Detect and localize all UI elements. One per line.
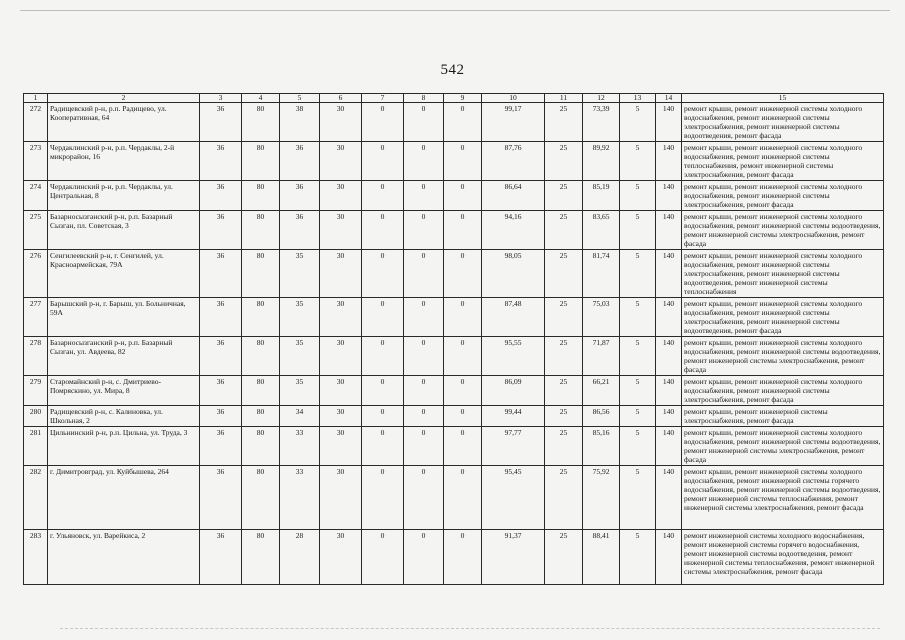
column-number-11: 11 (545, 94, 583, 103)
page-number: 542 (440, 62, 465, 78)
col9-cell: 0 (444, 181, 482, 211)
col7-cell: 0 (362, 376, 404, 406)
row-number: 275 (24, 211, 48, 250)
col10-cell: 86,09 (482, 376, 545, 406)
col5-cell: 28 (280, 530, 320, 585)
col3-cell: 36 (200, 142, 242, 181)
col6-cell: 30 (320, 466, 362, 530)
col7-cell: 0 (362, 211, 404, 250)
col3-cell: 36 (200, 250, 242, 298)
col5-cell: 35 (280, 376, 320, 406)
column-number-row (24, 94, 884, 103)
col9-cell: 0 (444, 376, 482, 406)
col4-cell: 80 (242, 211, 280, 250)
col6-cell: 30 (320, 211, 362, 250)
col3-cell: 36 (200, 530, 242, 585)
col11-cell: 25 (545, 530, 583, 585)
works-cell: ремонт крыши, ремонт инженерной системы холодного водоснабжения, ремонт инженерной системы водоотведения, ремонт инженерной системы электроснабжения, ремонт фасада (682, 337, 884, 376)
col12-cell: 85,16 (583, 427, 620, 466)
col6-cell: 30 (320, 298, 362, 337)
col6-cell: 30 (320, 142, 362, 181)
col6-cell: 30 (320, 376, 362, 406)
col7-cell: 0 (362, 466, 404, 530)
table-row (24, 466, 884, 530)
table-row (24, 142, 884, 181)
row-number: 273 (24, 142, 48, 181)
col3-cell: 36 (200, 376, 242, 406)
col3-cell: 36 (200, 211, 242, 250)
column-number-9: 9 (444, 94, 482, 103)
col7-cell: 0 (362, 181, 404, 211)
col14-cell: 140 (656, 211, 682, 250)
col8-cell: 0 (404, 211, 444, 250)
col6-cell: 30 (320, 337, 362, 376)
address-cell: Барышский р-н, г. Барыш, ул. Больничная, 59А (48, 298, 200, 337)
col8-cell: 0 (404, 530, 444, 585)
col10-cell: 98,05 (482, 250, 545, 298)
col12-cell: 73,39 (583, 103, 620, 142)
col10-cell: 94,16 (482, 211, 545, 250)
row-number: 280 (24, 406, 48, 427)
col10-cell: 95,55 (482, 337, 545, 376)
col13-cell: 5 (620, 181, 656, 211)
column-number-12: 12 (583, 94, 620, 103)
col7-cell: 0 (362, 530, 404, 585)
col5-cell: 36 (280, 181, 320, 211)
col13-cell: 5 (620, 376, 656, 406)
column-number-10: 10 (482, 94, 545, 103)
table-row (24, 250, 884, 298)
col3-cell: 36 (200, 427, 242, 466)
address-cell: г. Димитровград, ул. Куйбышева, 264 (48, 466, 200, 530)
col7-cell: 0 (362, 406, 404, 427)
col10-cell: 87,48 (482, 298, 545, 337)
row-number: 279 (24, 376, 48, 406)
col4-cell: 80 (242, 337, 280, 376)
col11-cell: 25 (545, 250, 583, 298)
col5-cell: 36 (280, 211, 320, 250)
column-number-15: 15 (682, 94, 884, 103)
address-cell: Базарносызганский р-н, р.п. Базарный Сызган, ул. Авдеева, 82 (48, 337, 200, 376)
col3-cell: 36 (200, 466, 242, 530)
col10-cell: 95,45 (482, 466, 545, 530)
col12-cell: 89,92 (583, 142, 620, 181)
address-cell: Радищевский р-н, р.п. Радищево, ул. Кооперативная, 64 (48, 103, 200, 142)
column-number-8: 8 (404, 94, 444, 103)
col6-cell: 30 (320, 103, 362, 142)
col5-cell: 35 (280, 250, 320, 298)
col14-cell: 140 (656, 337, 682, 376)
col6-cell: 30 (320, 181, 362, 211)
address-cell: Сенгилеевский р-н, г. Сенгилей, ул. Красноармейская, 79А (48, 250, 200, 298)
col9-cell: 0 (444, 250, 482, 298)
col6-cell: 30 (320, 427, 362, 466)
works-cell: ремонт крыши, ремонт инженерной системы холодного водоснабжения, ремонт инженерной системы электроснабжения, ремонт фасада (682, 376, 884, 406)
col8-cell: 0 (404, 250, 444, 298)
col7-cell: 0 (362, 142, 404, 181)
col12-cell: 83,65 (583, 211, 620, 250)
row-number: 278 (24, 337, 48, 376)
col8-cell: 0 (404, 142, 444, 181)
col5-cell: 35 (280, 337, 320, 376)
column-number-14: 14 (656, 94, 682, 103)
row-number: 277 (24, 298, 48, 337)
column-number-13: 13 (620, 94, 656, 103)
col12-cell: 81,74 (583, 250, 620, 298)
col12-cell: 66,21 (583, 376, 620, 406)
col8-cell: 0 (404, 376, 444, 406)
col13-cell: 5 (620, 427, 656, 466)
col8-cell: 0 (404, 427, 444, 466)
col14-cell: 140 (656, 466, 682, 530)
col11-cell: 25 (545, 406, 583, 427)
col3-cell: 36 (200, 298, 242, 337)
col9-cell: 0 (444, 211, 482, 250)
col4-cell: 80 (242, 406, 280, 427)
col4-cell: 80 (242, 181, 280, 211)
col7-cell: 0 (362, 103, 404, 142)
address-cell: Старомайнский р-н, с. Дмитриево-Помряскино, ул. Мира, 8 (48, 376, 200, 406)
col9-cell: 0 (444, 142, 482, 181)
col9-cell: 0 (444, 530, 482, 585)
col11-cell: 25 (545, 142, 583, 181)
address-cell: Радищевский р-н, с. Калиновка, ул. Школьная, 2 (48, 406, 200, 427)
col8-cell: 0 (404, 466, 444, 530)
col4-cell: 80 (242, 376, 280, 406)
column-number-5: 5 (280, 94, 320, 103)
col7-cell: 0 (362, 250, 404, 298)
col14-cell: 140 (656, 250, 682, 298)
table-row (24, 406, 884, 427)
column-number-3: 3 (200, 94, 242, 103)
col12-cell: 88,41 (583, 530, 620, 585)
table-row (24, 181, 884, 211)
works-cell: ремонт крыши, ремонт инженерной системы холодного водоснабжения, ремонт инженерной системы электроснабжения, ремонт инженерной системы водоотведения, ремонт фасада (682, 103, 884, 142)
table-body (24, 103, 884, 585)
col9-cell: 0 (444, 466, 482, 530)
col11-cell: 25 (545, 427, 583, 466)
col9-cell: 0 (444, 406, 482, 427)
works-cell: ремонт крыши, ремонт инженерной системы холодного водоснабжения, ремонт инженерной системы электроснабжения, ремонт инженерной системы водоотведения, ремонт фасада (682, 298, 884, 337)
col13-cell: 5 (620, 211, 656, 250)
col10-cell: 99,44 (482, 406, 545, 427)
col11-cell: 25 (545, 211, 583, 250)
col9-cell: 0 (444, 427, 482, 466)
col14-cell: 140 (656, 103, 682, 142)
table-row (24, 211, 884, 250)
col4-cell: 80 (242, 103, 280, 142)
col12-cell: 85,19 (583, 181, 620, 211)
col9-cell: 0 (444, 337, 482, 376)
col14-cell: 140 (656, 298, 682, 337)
works-cell: ремонт крыши, ремонт инженерной системы холодного водоснабжения, ремонт инженерной системы теплоснабжения, ремонт инженерной системы электроснабжения, ремонт фасада (682, 142, 884, 181)
col13-cell: 5 (620, 250, 656, 298)
works-cell: ремонт крыши, ремонт инженерной системы холодного водоснабжения, ремонт инженерной системы электроснабжения, ремонт инженерной системы водоотведения, ремонт инженерной системы теплоснабжения (682, 250, 884, 298)
col3-cell: 36 (200, 337, 242, 376)
col4-cell: 80 (242, 427, 280, 466)
col7-cell: 0 (362, 298, 404, 337)
scan-bottom-edge (60, 628, 880, 630)
col5-cell: 36 (280, 142, 320, 181)
table-row (24, 337, 884, 376)
col8-cell: 0 (404, 103, 444, 142)
register-table (23, 93, 884, 585)
col4-cell: 80 (242, 530, 280, 585)
table-row (24, 103, 884, 142)
table-row (24, 376, 884, 406)
column-number-4: 4 (242, 94, 280, 103)
row-number: 276 (24, 250, 48, 298)
col13-cell: 5 (620, 103, 656, 142)
address-cell: г. Ульяновск, ул. Варейкиса, 2 (48, 530, 200, 585)
works-cell: ремонт крыши, ремонт инженерной системы холодного водоснабжения, ремонт инженерной системы водоотведения, ремонт инженерной системы электроснабжения, ремонт фасада (682, 211, 884, 250)
col12-cell: 75,92 (583, 466, 620, 530)
col14-cell: 140 (656, 376, 682, 406)
address-cell: Чердаклинский р-н, р.п. Чердаклы, ул. Центральная, 8 (48, 181, 200, 211)
col10-cell: 87,76 (482, 142, 545, 181)
col8-cell: 0 (404, 298, 444, 337)
column-number-6: 6 (320, 94, 362, 103)
column-number-1: 1 (24, 94, 48, 103)
table-row (24, 298, 884, 337)
row-number: 283 (24, 530, 48, 585)
works-cell: ремонт крыши, ремонт инженерной системы холодного водоснабжения, ремонт инженерной системы горячего водоснабжения, ремонт инженерной системы водоотведения, ремонт инженерной системы теплоснабжения, ремонт инженерной системы электроснабжения, ремонт фасада (682, 466, 884, 530)
col10-cell: 97,77 (482, 427, 545, 466)
col13-cell: 5 (620, 142, 656, 181)
row-number: 282 (24, 466, 48, 530)
col4-cell: 80 (242, 250, 280, 298)
col12-cell: 71,87 (583, 337, 620, 376)
works-cell: ремонт крыши, ремонт инженерной системы электроснабжения, ремонт фасада (682, 406, 884, 427)
col7-cell: 0 (362, 337, 404, 376)
col8-cell: 0 (404, 337, 444, 376)
col13-cell: 5 (620, 530, 656, 585)
col9-cell: 0 (444, 103, 482, 142)
col5-cell: 34 (280, 406, 320, 427)
col14-cell: 140 (656, 142, 682, 181)
col10-cell: 91,37 (482, 530, 545, 585)
col7-cell: 0 (362, 427, 404, 466)
col14-cell: 140 (656, 406, 682, 427)
col10-cell: 99,17 (482, 103, 545, 142)
row-number: 272 (24, 103, 48, 142)
col11-cell: 25 (545, 466, 583, 530)
col11-cell: 25 (545, 337, 583, 376)
col11-cell: 25 (545, 298, 583, 337)
col9-cell: 0 (444, 298, 482, 337)
address-cell: Базарносызганский р-н, р.п. Базарный Сызган, пл. Советская, 3 (48, 211, 200, 250)
col13-cell: 5 (620, 337, 656, 376)
col5-cell: 38 (280, 103, 320, 142)
column-number-2: 2 (48, 94, 200, 103)
col3-cell: 36 (200, 103, 242, 142)
col4-cell: 80 (242, 298, 280, 337)
col6-cell: 30 (320, 406, 362, 427)
col3-cell: 36 (200, 406, 242, 427)
address-cell: Чердаклинский р-н, р.п. Чердаклы, 2-й микрорайон, 16 (48, 142, 200, 181)
col5-cell: 33 (280, 466, 320, 530)
col3-cell: 36 (200, 181, 242, 211)
col5-cell: 33 (280, 427, 320, 466)
works-cell: ремонт крыши, ремонт инженерной системы холодного водоснабжения, ремонт инженерной системы электроснабжения, ремонт фасада (682, 181, 884, 211)
col10-cell: 86,64 (482, 181, 545, 211)
col5-cell: 35 (280, 298, 320, 337)
row-number: 281 (24, 427, 48, 466)
col8-cell: 0 (404, 181, 444, 211)
col14-cell: 140 (656, 427, 682, 466)
col6-cell: 30 (320, 530, 362, 585)
col13-cell: 5 (620, 466, 656, 530)
col14-cell: 140 (656, 181, 682, 211)
col8-cell: 0 (404, 406, 444, 427)
row-number: 274 (24, 181, 48, 211)
col12-cell: 75,03 (583, 298, 620, 337)
col11-cell: 25 (545, 181, 583, 211)
col13-cell: 5 (620, 406, 656, 427)
col4-cell: 80 (242, 466, 280, 530)
col13-cell: 5 (620, 298, 656, 337)
col4-cell: 80 (242, 142, 280, 181)
address-cell: Цильнинский р-н, р.п. Цильна, ул. Труда, 3 (48, 427, 200, 466)
col6-cell: 30 (320, 250, 362, 298)
col14-cell: 140 (656, 530, 682, 585)
table-row (24, 530, 884, 585)
scan-top-edge (20, 10, 890, 11)
works-cell: ремонт инженерной системы холодного водоснабжения, ремонт инженерной системы горячего водоснабжения, ремонт инженерной системы водоотведения, ремонт инженерной системы теплоснабжения, ремонт инженерной системы электроснабжения, ремонт фасада (682, 530, 884, 585)
works-cell: ремонт крыши, ремонт инженерной системы холодного водоснабжения, ремонт инженерной системы водоотведения, ремонт инженерной системы электроснабжения, ремонт фасада (682, 427, 884, 466)
col11-cell: 25 (545, 103, 583, 142)
column-number-7: 7 (362, 94, 404, 103)
col11-cell: 25 (545, 376, 583, 406)
col12-cell: 86,56 (583, 406, 620, 427)
table-row (24, 427, 884, 466)
